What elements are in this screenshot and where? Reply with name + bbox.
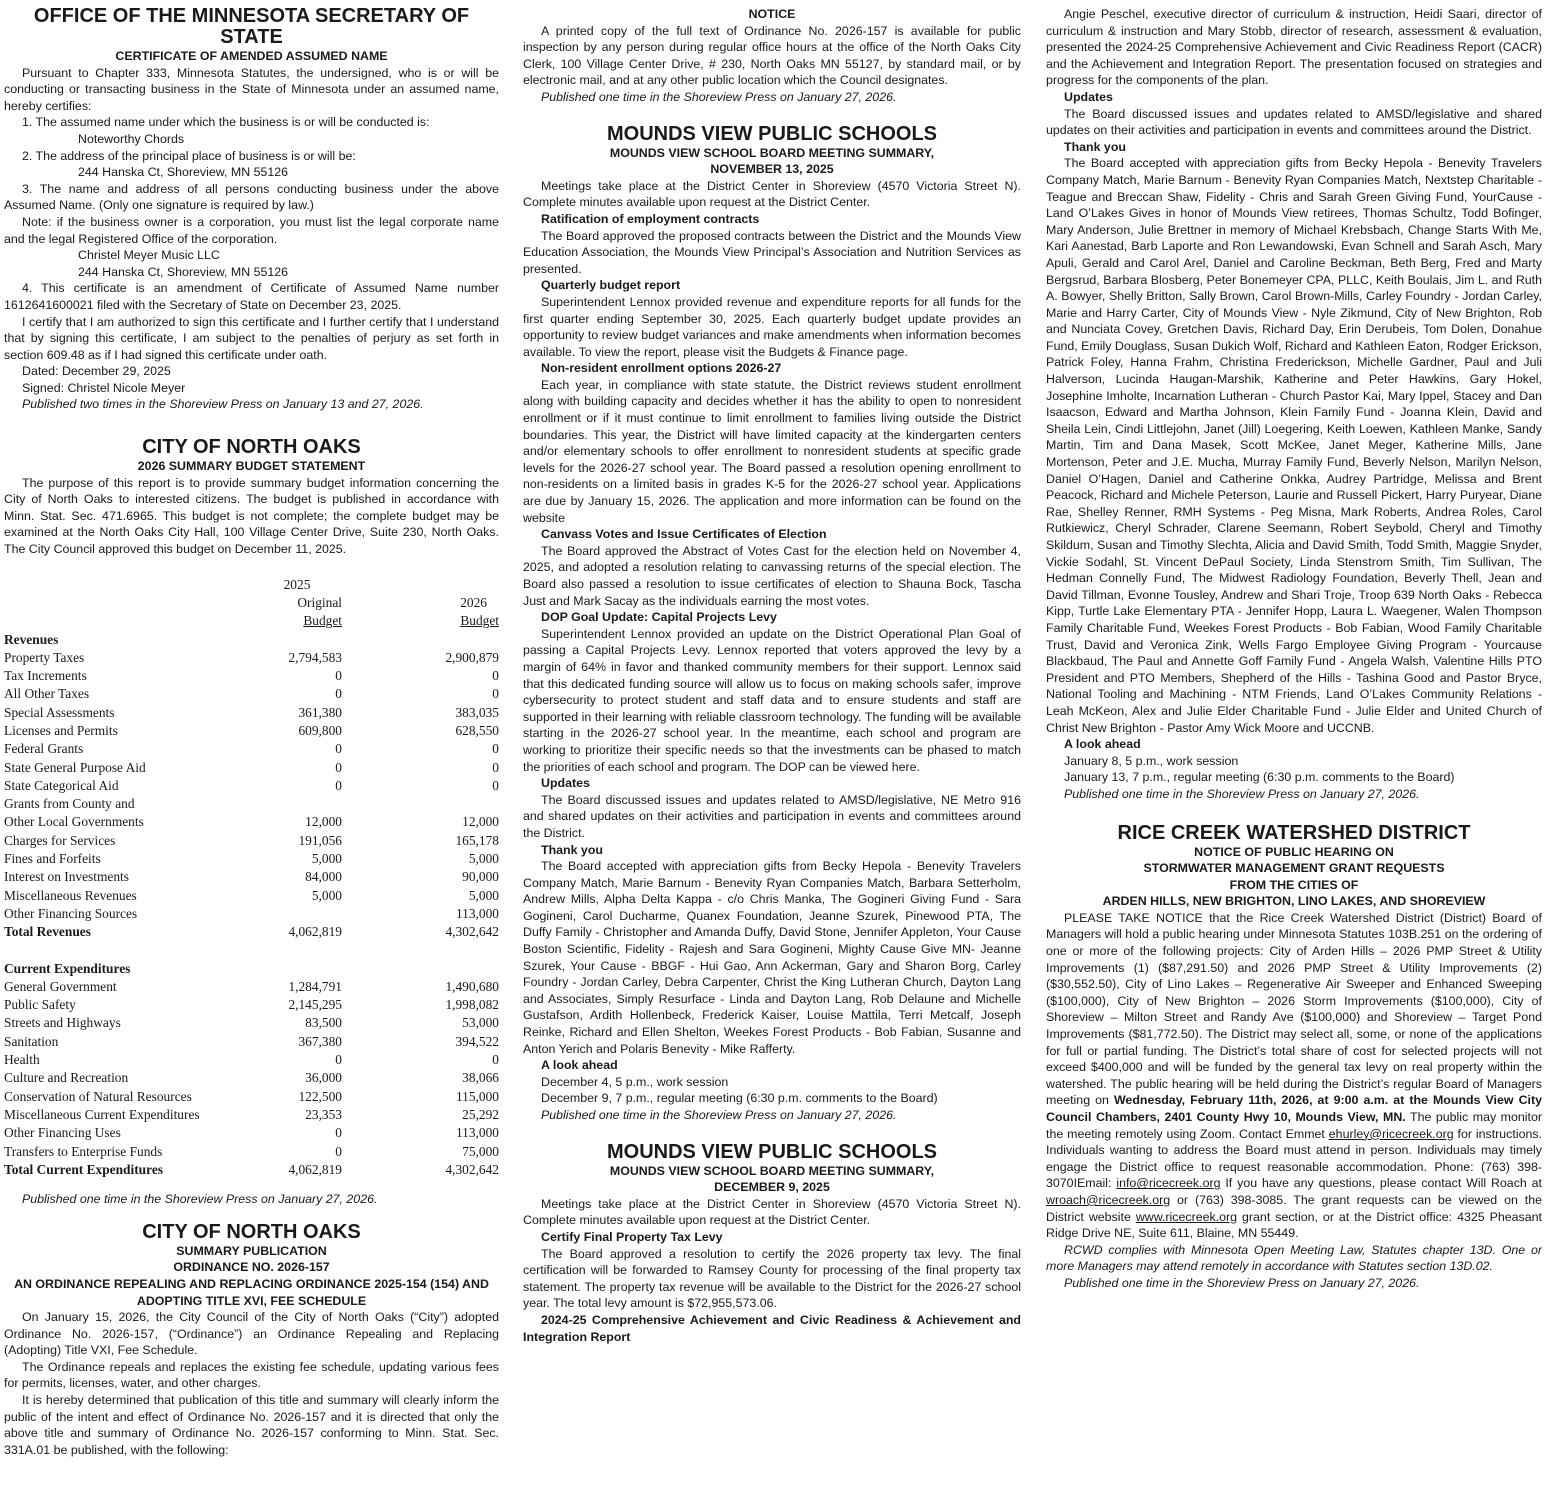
table-row xyxy=(4,740,499,758)
value-2026: 394,522 xyxy=(455,1033,499,1049)
value-2026: 113,000 xyxy=(455,1125,499,1141)
value-2026: 25,292 xyxy=(462,1106,499,1122)
table-row xyxy=(4,1033,499,1051)
value-2026: 38,066 xyxy=(462,1070,499,1086)
value-2025: 36,000 xyxy=(305,1070,342,1086)
col-header-2026: 2026 xyxy=(460,594,487,610)
row-label: Public Safety xyxy=(4,997,76,1013)
mv1-heading-8: A look ahead xyxy=(541,1058,618,1073)
mv2-para-2: The Board approved a resolution to certify the 2026 property tax levy. The final certification will be forwarded to Ramsey County for processing of the final property tax statement. The property tax revenue will be available to the District for the 2026-27 school year. The total levy amount is $72,955,573.06. xyxy=(523,1246,1021,1311)
row-label: Other Financing Uses xyxy=(4,1125,121,1141)
rice-creek-sub-3: FROM THE CITIES OF xyxy=(1229,877,1359,892)
value-2025: 361,380 xyxy=(298,704,342,720)
c3-published: Published one time in the Shoreview Press on January 27, 2026. xyxy=(1064,786,1420,801)
value-2025: 0 xyxy=(335,741,342,757)
row-label: All Other Taxes xyxy=(4,686,90,702)
ordinance-para-2: The Ordinance repeals and replaces the existing fee schedule, updating various fees for permits, licenses, water, and other charges. xyxy=(4,1359,499,1391)
table-row xyxy=(4,978,499,996)
value-2026: 1,490,680 xyxy=(445,978,499,994)
north-oaks-budget-intro: The purpose of this report is to provide summary budget information concerning the City of North Oaks to interested citizens. The budget is published in accordance with Minn. Stat. Sec. 471.6965. This budget is not complete; the complete budget may be examined at the North Oaks City Hall, 100 Village Center Drive, Suite 230, North Oaks. The City Council approved this budget on December 11, 2025. xyxy=(4,475,499,557)
mv2-sub-1: MOUNDS VIEW SCHOOL BOARD MEETING SUMMARY, xyxy=(609,1163,935,1178)
ordinance-para-1: On January 15, 2026, the City Council of the City of North Oaks (“City”) adopted Ordinance No. 2026-157, (“Ordinance”) an Ordinance Repealing and Replacing (Adopting) Title VXI, Fee Schedule. xyxy=(4,1310,499,1358)
total-revenues-2025: 4,062,819 xyxy=(288,924,342,940)
value-2025 xyxy=(252,905,342,923)
mv1-para-5: The Board approved the Abstract of Votes Cast for the election held on November 4, 2025, and adopted a resolution relating to canvassing returns of the special election. The Board also passed a resolution to issue certificates of election to Shauna Bock, Tascha Just and Mark Sacay as the individuals earning the most votes. xyxy=(523,543,1021,608)
row-label: Miscellaneous Revenues xyxy=(4,887,137,903)
value-2026: 90,000 xyxy=(462,869,499,885)
row-label: Transfers to Enterprise Funds xyxy=(4,1143,163,1159)
sos-item-3-value-1: Christel Meyer Music LLC xyxy=(78,248,220,263)
value-2025: 0 xyxy=(335,1125,342,1141)
value-2025: 609,800 xyxy=(298,723,342,738)
value-2025: 0 xyxy=(335,668,342,684)
sos-item-1-value: Noteworthy Chords xyxy=(78,131,185,146)
value-2025: 367,380 xyxy=(298,1033,342,1049)
mv1-heading-3: Non-resident enrollment options 2026-27 xyxy=(541,361,782,376)
value-2026: 0 xyxy=(492,777,499,793)
c3-para-3: The Board accepted with appreciation gifts from Becky Hepola - Benevity Travelers Company Match, Marie Barnum - Benevity Ryan Companies Match, Nextstep Charitable - Teague and Breccan Shaw, Fidelity - Chris and Sarah Green Giving Fund, YourCause - Land O’Lakes Gives in honor of Mounds View retirees, Thomas Schultz, Todd Bofinger, Mary Anderson, Julie Brettner in memory of Michael Krebsbach, Change Starts With Me, Kari Aanestad, Barb Laporte and Ron Lewandowski, Evan Schnell and Sarah Asch, Mary Apuli, Gerald and Carol Arel, Daniel and Caroline Beckman, Beth Berg, Fred and Marty Bergsrud, Barbara Blosberg, Peter Bonemeyer CPA, PLLC, Keith Boulais, Jim L. and Ruth A. Bowyer, Shelly Britton, Sally Brown, Carol Brown-Mills, Carley Foundry - Jordan Carley, Marie and Harry Carter, City of Mounds View - Nyle Zikmund, City of New Brighton, Rob and Nunciata Covey, Gretchen Davis, Richard Day, Erin Derubeis, Tom Dolen, Donahue Fund, Emily Douglass, Susan Dukich Wolf, Richard and Kathleen Eaton, Rodger Erickson, Patrick Foley, Hanna Frahm, Christina Frederickson, Michelle Gardner, Paul and Juli Halverson, Lucinda Haugan-Marshik, Katherine and Peter Hawkins, Gary Hokel, Josephine Imholte, Incarnation Lutheran - Church Pastor Kai, Mary Ippel, Stacey and Dan Isaacson, Edward and Martha Johnson, Klein Family Fund - Joanna Klein, David and Sheila Lein, Cindi Littlejohn, Janet (Jill) Loegering, Keith Loewen, Kathleen Manke, Sandy Martin, Tim and Dana Masek, Scott McKee, Janet Meger, Katherine Mills, Jane Mortenson, Peter and J.E. Mucha, Murray Family Fund, Beverly Nelson, Marilyn Nelson, Daniel O’Hagen, Daniel and Catherine Onkka, Audrey Partridge, Melissa and Brent Peacock, Richard and Michele Peterson, Laurie and Russell Pickert, Harry Puryear, Diane Rae, Shelley Renner, RMH Systems - Peg Misna, Mark Roberts, Andrea Roles, Carol Rutkiewicz, Cheryl Schrader, Clarene Seemann, Robert Seybold, Cheryl and Timothy Skildum, Susan and Timothy Slechta, Alicia and David Smith, Todd Smith, Maggie Snyder, Vickie Sodahl, St. Vincent DePaul Society, Linda Stenstrom Smith, Tim Sullivan, The Hedman Connelly Fund, The Midwest Radiology Foundation, Beverly Thell, Jean and David Tillman, Evonne Tousley, Andrew and Shari Troje, Troop 639 North Oaks - Rebecca Kipp, Turtle Lake Elementary PTA - Jennifer Hopp, Laura L. Waegener, Walen Thompson Family Charitable Fund, Weekes Forest Products - Bob Fabian, Wood Family Charitable Trust, David and Veronica Zink, Wells Fargo Employee Giving Program - Yourcause Blackbaud, The Paul and Annette Goff Family Fund - Angela Walsh, Valentine Hills PTO President and PTO Members, Shepherd of the Hills - Tashina Good and Pastor Bryce, National Tooling and Machining - NTM Friends, Land O’Lakes Community Relations - Leah McKeon, Alex and Julie Elder Charitable Fund - Julie Elder and United Church of Christ New Brighton - Pastor Amy Wick Moore and UCCNB. xyxy=(1046,156,1542,735)
total-revenues-2026: 4,302,642 xyxy=(445,924,499,940)
value-2025: 83,500 xyxy=(305,1015,342,1031)
col-header-original: Original xyxy=(297,594,342,610)
table-row xyxy=(4,1088,499,1106)
c3-heading-thank-you: Thank you xyxy=(1064,139,1126,154)
table-row xyxy=(4,1106,499,1124)
north-oaks-ordinance-title: CITY OF NORTH OAKS xyxy=(142,1220,361,1243)
ehurley-email-link[interactable]: ehurley@ricecreek.org xyxy=(1328,1126,1454,1141)
table-row xyxy=(4,887,499,905)
column-1 xyxy=(4,6,499,1458)
col-header-budget-2025: Budget xyxy=(303,613,342,629)
row-label: Tax Increments xyxy=(4,668,87,684)
notice-heading: NOTICE xyxy=(748,7,796,21)
mv2-heading-2: 2024-25 Comprehensive Achievement and Civic Readiness & Achievement and Integration Report xyxy=(523,1312,1021,1344)
mv1-ahead-1: December 4, 5 p.m., work session xyxy=(541,1074,729,1089)
mv1-heading-2: Quarterly budget report xyxy=(541,278,681,293)
sos-certification: I certify that I am authorized to sign this certificate and I further certify that I understand that by signing this certificate, I am subject to the penalties of perjury as set forth in section 609.48 as if I had signed this certificate under oath. xyxy=(4,314,499,362)
mv1-title: MOUNDS VIEW PUBLIC SCHOOLS xyxy=(606,122,937,145)
row-label: Other Financing Sources xyxy=(4,905,138,921)
notice-para: A printed copy of the full text of Ordinance No. 2026-157 is available for public inspection by any person during regular office hours at the office of the North Oaks City Clerk, 100 Village Center Drive, # 230, North Oaks MN 55127, by standard mail, or by electronic mail, and at any other public location which the Council designates. xyxy=(523,23,1021,88)
mv1-heading-6: Updates xyxy=(541,776,590,791)
value-2026: 5,000 xyxy=(468,887,499,903)
sos-subtitle: CERTIFICATE OF AMENDED ASSUMED NAME xyxy=(115,49,388,63)
rice-creek-para-2: RCWD complies with Minnesota Open Meeting Law, Statutes chapter 13D. One or more Managers may attend remotely in accordance with Statutes section 13D.02. xyxy=(1046,1242,1542,1274)
mv1-para-4: Each year, in compliance with state statute, the District reviews student enrollment along with building capacity and decides whether it has the ability to open to nonresident enrollment or if it must continue to limit enrollment to families living outside the District boundaries. This year, the District will have limited capacity at the kindergarten centers and/or elementary schools to offer enrollment to nonresident students at specific grade levels for the 2026-27 school year. The Board passed a resolution opening enrollment to non-residents on a limited basis in grades K-5 for the 2026-27 school year. Applications are due by January 15, 2026. The application and more information can be found on the website xyxy=(523,377,1021,525)
mv1-published: Published one time in the Shoreview Press on January 27, 2026. xyxy=(541,1108,897,1122)
value-2025: 0 xyxy=(335,1052,342,1068)
sos-published: Published two times in the Shoreview Press on January 13 and 27, 2026. xyxy=(22,397,424,412)
value-2026: 0 xyxy=(492,1052,499,1068)
table-row xyxy=(4,649,499,667)
wroach-email-link[interactable]: wroach@ricecreek.org xyxy=(1046,1192,1171,1207)
value-2026: 115,000 xyxy=(455,1088,499,1104)
table-row xyxy=(4,704,499,722)
value-2026: 1,998,082 xyxy=(445,997,499,1013)
value-2025: 191,056 xyxy=(298,832,342,848)
value-2026: 12,000 xyxy=(462,814,499,830)
notice-published: Published one time in the Shoreview Press on January 27, 2026. xyxy=(541,89,897,104)
row-label: Sanitation xyxy=(4,1033,59,1049)
sos-item-3: 3. The name and address of all persons conducting business under the above Assumed Name. (Only one signature is required by law.) xyxy=(4,181,499,213)
table-row xyxy=(4,759,499,777)
revenues-label: Revenues xyxy=(4,631,59,647)
row-label: Federal Grants xyxy=(4,741,84,757)
table-row xyxy=(4,868,499,886)
value-2026: 0 xyxy=(492,686,499,702)
mv1-heading-1: Ratification of employment contracts xyxy=(541,211,760,226)
row-label: State General Purpose Aid xyxy=(4,759,146,775)
value-2026: 383,035 xyxy=(455,704,499,720)
mv1-para-3: Superintendent Lennox provided revenue and expenditure reports for all funds for the first quarter ending September 30, 2025. Each quarterly budget update provides an opportunity to review budget variances and make amendments when information becomes available. To view the report, please visit the Budgets & Finance page. xyxy=(523,294,1021,359)
table-row xyxy=(4,832,499,850)
table-row xyxy=(4,1069,499,1087)
c3-ahead-2: January 13, 7 p.m., regular meeting (6:30 p.m. comments to the Board) xyxy=(1064,770,1455,785)
mv2-title: MOUNDS VIEW PUBLIC SCHOOLS xyxy=(606,1140,937,1163)
table-row xyxy=(4,795,499,813)
mv2-sub-2: DECEMBER 9, 2025 xyxy=(714,1180,830,1195)
rice-creek-published: Published one time in the Shoreview Press on January 27, 2026. xyxy=(1064,1275,1420,1290)
mv1-heading-5: DOP Goal Update: Capital Projects Levy xyxy=(541,610,777,625)
table-row xyxy=(4,1124,499,1142)
mv1-para-8: The Board accepted with appreciation gifts from Becky Hepola - Benevity Travelers Company Match, Marie Barnum - Benevity Ryan Companies Match, Barbara Setterholm, Andrew Mills, Alpha Delta Kappa - c/o Chris Manka, The Gogineri Giving Fund - Sara Gogineni, Carol Ducharme, Quanex Foundation, Jeanne Szurek, Pinewood PTA, The Duffy Family - Christopher and Amanda Duffy, David Stone, Jennifer Appleton, Your Cause Boston Scientific, Fidelity - Rajesh and Sara Gogineni, Mighty Cause Give MN- Jeanne Szurek, Your Cause - BBGF - Hui Gao, Ann Ackerman, Gary and Sharon Borg, Carley Foundry - Jordan Carley, Debra Carpenter, Christ the King Lutheran Church, Dayton Lang and Associates, Simply Resurface - Linda and Dayton Lang, Rob Delaune and Michelle Gustafson, Ardith Hollenbeck, Frederick Kaiser, Louise Mattila, Terri Metcalf, Joseph Reinke, Richard and Ellen Shelton, Weekes Forest Products - Bob Fabian, Susanne and Anton Yerich and Polaris Benevity - Mike Rafferty. xyxy=(523,859,1021,1056)
rice-creek-sub-2: STORMWATER MANAGEMENT GRANT REQUESTS xyxy=(1143,861,1445,876)
value-2026: 628,550 xyxy=(455,723,499,738)
col-header-2025: 2025 xyxy=(283,576,311,592)
c3-para-2: The Board discussed issues and updates related to AMSD/legislative and shared updates on their activities and participation in events and committees around the District. xyxy=(1046,106,1542,138)
table-row xyxy=(4,1143,499,1161)
mv1-heading-7: Thank you xyxy=(541,842,603,857)
table-row xyxy=(4,1014,499,1032)
row-label: General Government xyxy=(4,978,117,994)
sos-item-4: 4. This certificate is an amendment of Certificate of Assumed Name number 1612641600021 filed with the Secretary of State on December 23, 2025. xyxy=(4,281,499,312)
row-label: Charges for Services xyxy=(4,832,116,848)
north-oaks-budget-title: CITY OF NORTH OAKS xyxy=(142,436,361,459)
c3-heading-look-ahead: A look ahead xyxy=(1064,737,1141,752)
row-label: Conservation of Natural Resources xyxy=(4,1088,192,1104)
row-label: Interest on Investments xyxy=(4,869,129,885)
north-oaks-budget-subtitle: 2026 SUMMARY BUDGET STATEMENT xyxy=(137,459,366,474)
sos-title: OFFICE OF THE MINNESOTA SECRETARY OF STATE xyxy=(33,5,470,48)
value-2025: 0 xyxy=(335,777,342,793)
expenditures-label: Current Expenditures xyxy=(4,960,131,976)
north-oaks-budget-published: Published one time in the Shoreview Press on January 27, 2026. xyxy=(22,1192,378,1207)
total-expenditures-label: Total Current Expenditures xyxy=(4,1161,163,1177)
row-label: Health xyxy=(4,1052,40,1068)
table-row xyxy=(4,813,499,831)
mv1-para-7: The Board discussed issues and updates related to AMSD/legislative, NE Metro 916 and shared updates on their activities and participation in events and committees around the District. xyxy=(523,792,1021,840)
row-label: Property Taxes xyxy=(4,649,85,665)
rice-creek-text-c: The public may monitor the meeting remotely using Zoom. Contact Emmet xyxy=(1046,1110,1542,1141)
ricecreek-website-link[interactable]: www.ricecreek.org xyxy=(1135,1209,1238,1224)
table-row xyxy=(4,685,499,703)
info-email-link[interactable]: info@ricecreek.org xyxy=(1116,1176,1221,1191)
c3-ahead-1: January 8, 5 p.m., work session xyxy=(1064,753,1239,768)
table-row xyxy=(4,667,499,685)
sos-signed: Signed: Christel Nicole Meyer xyxy=(22,380,186,395)
value-2025: 1,284,791 xyxy=(288,978,342,994)
value-2026: 5,000 xyxy=(468,851,499,867)
rice-creek-sub-4: ARDEN HILLS, NEW BRIGHTON, LINO LAKES, AND SHOREVIEW xyxy=(1102,894,1486,909)
value-2025 xyxy=(252,795,342,813)
row-label: Other Local Governments xyxy=(4,814,144,830)
value-2026 xyxy=(342,795,499,813)
total-revenues-label: Total Revenues xyxy=(4,924,91,940)
value-2025: 122,500 xyxy=(298,1088,342,1104)
value-2026: 113,000 xyxy=(455,905,499,921)
value-2025: 0 xyxy=(335,759,342,775)
row-label: Fines and Forfeits xyxy=(4,851,101,867)
row-label: Special Assessments xyxy=(4,704,115,720)
value-2025: 23,353 xyxy=(305,1106,342,1122)
value-2026: 165,178 xyxy=(455,832,499,848)
rice-creek-text-d: for instructions. Individuals wanting to address the Board must attend in person. Individuals may timely engage the District office to request reasonable accommodation. Phone: (763) 398-3070IEmail: xyxy=(1046,1126,1542,1191)
table-row xyxy=(4,905,499,923)
total-expenditures-2025: 4,062,819 xyxy=(288,1161,342,1177)
mv1-sub-2: NOVEMBER 13, 2025 xyxy=(710,162,834,177)
rice-creek-text-f: or (763) 398-3085. The grant requests can be viewed on the District website xyxy=(1046,1192,1542,1224)
table-row xyxy=(4,1051,499,1069)
total-expenditures-2026: 4,302,642 xyxy=(445,1161,499,1177)
sos-item-2-value: 244 Hanska Ct, Shoreview, MN 55126 xyxy=(78,165,289,180)
sos-item-1: 1. The assumed name under which the business is or will be conducted is: xyxy=(22,115,430,130)
mv1-sub-1: MOUNDS VIEW SCHOOL BOARD MEETING SUMMARY, xyxy=(609,145,935,160)
ordinance-sub-3: AN ORDINANCE REPEALING AND REPLACING ORDINANCE 2025-154 (154) AND ADOPTING TITLE XVI, FEE SCHEDULE xyxy=(14,1276,489,1308)
value-2025: 5,000 xyxy=(311,887,342,903)
rice-creek-para-1 xyxy=(1046,910,1542,1242)
value-2026: 53,000 xyxy=(462,1015,499,1031)
rice-creek-sub-1: NOTICE OF PUBLIC HEARING ON xyxy=(1194,844,1394,859)
rice-creek-meeting-details: Wednesday, February 11th, 2026, at 9:00 a.m. at the Mounds View City Council Chambers, 2401 County Hwy 10, Mounds View, MN. xyxy=(1046,1093,1542,1124)
ordinance-sub-2: ORDINANCE NO. 2026-157 xyxy=(173,1260,330,1275)
mv1-heading-4: Canvass Votes and Issue Certificates of Election xyxy=(541,527,827,542)
value-2025: 12,000 xyxy=(305,814,342,830)
mv1-para-6: Superintendent Lennox provided an update on the District Operational Plan Goal of passing a Capital Projects Levy. Lennox reported that voters approved the levy by a margin of 64% in favor and thanked community members for their support. Lennox said that this dedicated funding source will allow us to focus on making schools safer, improve cybersecurity to protect student and staff data and to ensure students and staff are supported in their learning with reliable classroom technology. The funding will be available starting in the 2026-27 school year. In the meantime, each school and program are working to prioritize their specific needs so that the investments can be phased to match the priorities of each school and program. The DOP can be viewed here. xyxy=(523,626,1021,774)
column-2 xyxy=(523,6,1021,1345)
value-2025: 0 xyxy=(335,1143,342,1159)
sos-note: Note: if the business owner is a corporation, you must list the legal corporate name and the legal Registered Office of the corporation. xyxy=(4,214,499,246)
budget-table xyxy=(4,576,499,1180)
value-2025: 2,794,583 xyxy=(288,649,342,665)
row-label: Culture and Recreation xyxy=(4,1070,129,1086)
sos-dated: Dated: December 29, 2025 xyxy=(22,364,171,379)
row-label: Miscellaneous Current Expenditures xyxy=(4,1106,200,1122)
table-row xyxy=(4,996,499,1014)
rice-creek-text-e: If you have any questions, please contact Will Roach at xyxy=(1220,1176,1542,1191)
value-2026: 0 xyxy=(492,741,499,757)
ordinance-para-3: It is hereby determined that publication of this title and summary will clearly inform the public of the intent and effect of Ordinance No. 2026-157 and it is directed that only the above title and summary of Ordinance No. 2026-157 conforming to Minn. Stat. Sec. 331A.01 be published, with the following: xyxy=(4,1393,499,1457)
table-row xyxy=(4,777,499,795)
rice-creek-title: RICE CREEK WATERSHED DISTRICT xyxy=(1117,821,1471,844)
value-2025: 84,000 xyxy=(305,869,342,885)
sos-item-2: 2. The address of the principal place of business is or will be: xyxy=(22,148,356,163)
table-row xyxy=(4,850,499,868)
c3-heading-updates: Updates xyxy=(1064,89,1113,104)
sos-intro: Pursuant to Chapter 333, Minnesota Statutes, the undersigned, who is or will be conducting or transacting business in the State of Minnesota under an assumed name, hereby certifies: xyxy=(4,65,499,113)
value-2026: 0 xyxy=(492,759,499,775)
row-label: Licenses and Permits xyxy=(4,723,118,738)
mv1-para-1: Meetings take place at the District Center in Shoreview (4570 Victoria Street N). Complete minutes available upon request at the District Center. xyxy=(523,178,1021,210)
row-label: Grants from County and xyxy=(4,796,135,812)
mv2-para-1: Meetings take place at the District Center in Shoreview (4570 Victoria Street N). Complete minutes available upon request at the District Center. xyxy=(523,1196,1021,1228)
column-3 xyxy=(1046,6,1542,1292)
table-row-total-expenditures xyxy=(4,1161,499,1179)
value-2025: 0 xyxy=(335,686,342,702)
value-2026: 2,900,879 xyxy=(445,649,499,665)
value-2025: 2,145,295 xyxy=(288,997,342,1013)
col-header-budget-2026: Budget xyxy=(460,613,499,629)
row-label: State Categorical Aid xyxy=(4,777,119,793)
mv2-heading-1: Certify Final Property Tax Levy xyxy=(541,1229,723,1244)
value-2026: 75,000 xyxy=(462,1143,499,1159)
table-row xyxy=(4,722,499,740)
ordinance-sub-1: SUMMARY PUBLICATION xyxy=(176,1243,327,1258)
row-label: Streets and Highways xyxy=(4,1015,121,1031)
c3-para-1: Angie Peschel, executive director of curriculum & instruction, Heidi Saari, director of curriculum & instruction and Mary Stobb, director of research, assessment & evaluation, presented the 2024-25 Comprehensive Achievement and Civic Readiness Report (CACR) and the Achievement and Integration Report. The presentation focused on strategies and progress for the components of the plan. xyxy=(1046,7,1542,88)
table-row-total-revenues xyxy=(4,923,499,941)
mv1-ahead-2: December 9, 7 p.m., regular meeting (6:30 p.m. comments to the Board) xyxy=(541,1091,938,1106)
value-2025: 5,000 xyxy=(311,851,342,867)
value-2026: 0 xyxy=(492,668,499,684)
rice-creek-text-a: PLEASE TAKE NOTICE that the Rice Creek Watershed District (District) Board of Managers will hold a public hearing under Minnesota Statutes 103B.251 on the ordering of one or more of the following projects: City of Arden Hills – 2026 PMP Street & Utility Improvements (1) ($87,291.50) and 2026 PMP Street & Utility Improvements (2) ($30,552.50), City of Lino Lakes – Regenerative Air Sweeper and Enhanced Sweeping ($100,000), City of New Brighton – 2026 Storm Improvements ($100,000), City of Shoreview – Milton Street and Randy Ave ($100,000) and Shoreview – Target Pond Improvements ($81,772.50). The District may select all, some, or none of the applications for full or partial funding. The District’s total share of cost for selected projects will not exceed $400,000 and will be funded by the general tax levy on real property within the watershed. The public hearing will be held during the District’s regular Board of Managers meeting on xyxy=(1046,910,1542,1108)
mv1-para-2: The Board approved the proposed contracts between the District and the Mounds View Education Association, the Mounds View Principal’s Association and Nutrition Services as presented. xyxy=(523,228,1021,276)
sos-item-3-value-2: 244 Hanska Ct, Shoreview, MN 55126 xyxy=(78,264,289,279)
rice-creek-text-g: grant section, or at the District office: 4325 Pheasant Ridge Drive NE, Suite 611, Blaine, MN 55449. xyxy=(1046,1209,1542,1241)
